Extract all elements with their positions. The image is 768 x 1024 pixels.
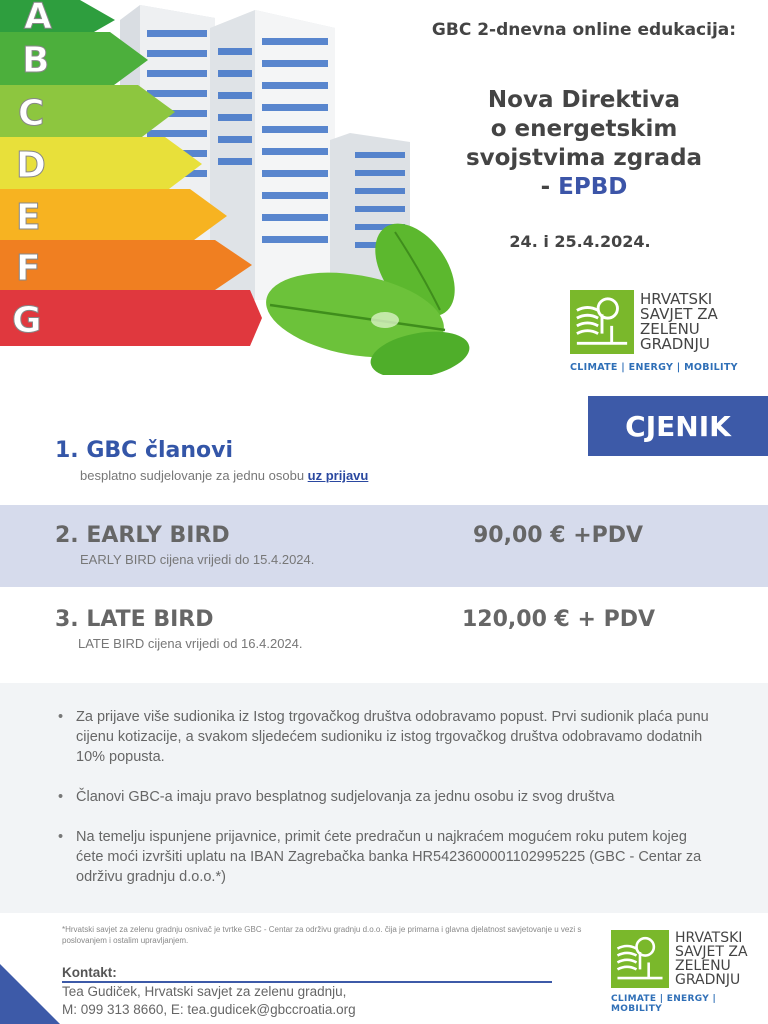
gbc-logo-tagline: CLIMATE | ENERGY | MOBILITY: [570, 362, 738, 373]
event-kicker: GBC 2-dnevna online edukacija:: [431, 20, 737, 40]
hero-text: [400, 20, 768, 251]
event-date: 24. i 25.4.2024.: [509, 232, 651, 251]
title-line: o energetskim: [490, 116, 678, 142]
footer-corner-decoration: [0, 964, 60, 1024]
list-item: • Za prijave više sudionika iz Istog trgovačkog društva odobravamo popust. Prvi sudionik plaća punu cijenu kotizacije, a svakom sljedećem sudioniku iz istog trgovačkog društva odobravamo dodatnih 10% popusta.: [58, 709, 709, 765]
registration-link[interactable]: uz prijavu: [307, 468, 369, 483]
gbc-logo: [570, 290, 738, 373]
title-line: Nova Direktiva: [487, 87, 681, 113]
gbc-logo-name: HRVATSKI SAVJET ZA ZELENU GRADNJU: [675, 930, 748, 988]
tree-icon: [614, 933, 666, 985]
price-row-late-bird: [0, 589, 768, 681]
energy-class-label: G: [12, 300, 42, 341]
price-value: 120,00 € + PDV: [462, 607, 656, 632]
gbc-logo-tagline: CLIMATE | ENERGY | MOBILITY: [611, 994, 717, 1014]
price-row-note: besplatno sudjelovanje za jednu osobu uz prijavu: [80, 468, 369, 483]
title-line: svojstvima zgrada: [465, 145, 703, 171]
energy-class-label: D: [16, 145, 46, 186]
bullet-icon: •: [58, 709, 64, 725]
price-row-title: 3. LATE BIRD: [55, 607, 214, 632]
price-value: 90,00 € +PDV: [473, 523, 644, 548]
energy-class-label: C: [18, 93, 45, 134]
contact-block: [62, 964, 356, 1020]
energy-class-label: E: [16, 197, 41, 238]
gbc-logo-mark: [611, 930, 669, 988]
contact-name: Tea Gudiček, Hrvatski savjet za zelenu gradnju,: [62, 983, 347, 999]
gbc-logo-footer: [611, 930, 768, 1014]
energy-class-label: A: [24, 0, 52, 37]
energy-class-label: F: [16, 248, 41, 289]
title-line: [400, 173, 768, 202]
price-row-note: LATE BIRD cijena vrijedi od 16.4.2024.: [78, 636, 303, 651]
price-row-title: 1. GBC članovi: [55, 438, 234, 463]
notes-list: [56, 707, 716, 907]
gbc-logo-name: HRVATSKI SAVJET ZA ZELENU GRADNJU: [640, 290, 718, 353]
notes-section: [0, 683, 768, 913]
pricelist-badge: CJENIK: [588, 396, 768, 456]
hero-banner: [0, 0, 768, 375]
event-title: [400, 86, 768, 202]
list-item: • Na temelju ispunjene prijavnice, primit ćete predračun u najkraćem mogućem roku putem kojeg ćete moći izvršiti uplatu na IBAN Zagrebačka banka HR5423600001102995225 (GBC - Centar za održivu gradnju d.o.o.*): [58, 829, 702, 885]
title-prefix: -: [540, 174, 559, 200]
footnote: *Hrvatski savjet za zelenu gradnju osnivač je tvrtke GBC - Centar za održivu gradnju d.o.o. čija je primarna i glavna djelatnost savjetovanje u vezi s poslovanjem i ostalim upravljanjem.: [62, 925, 582, 945]
list-item: • Članovi GBC-a imaju pravo besplatnog sudjelovanja za jednu osobu iz svog društva: [58, 789, 615, 805]
bullet-icon: •: [58, 789, 64, 805]
gbc-logo-mark: [570, 290, 634, 354]
contact-details: M: 099 313 8660, E: tea.gudicek@gbccroatia.org: [62, 1002, 356, 1017]
bullet-icon: •: [58, 829, 64, 845]
price-row-early-bird: [0, 505, 768, 587]
contact-label: Kontakt:: [62, 965, 117, 980]
title-accent: EPBD: [558, 174, 628, 200]
tree-icon: [573, 293, 631, 351]
energy-class-label: B: [22, 40, 50, 81]
price-row-note: EARLY BIRD cijena vrijedi do 15.4.2024.: [80, 552, 315, 567]
price-row-title: 2. EARLY BIRD: [55, 523, 230, 548]
